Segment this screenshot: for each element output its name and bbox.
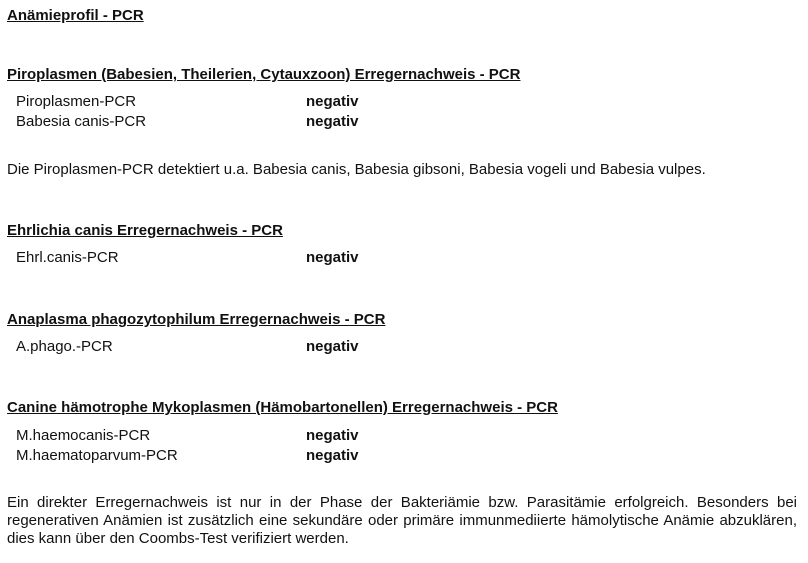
test-result: negativ <box>306 338 359 355</box>
footer-note: Ein direkter Erregernachweis ist nur in der Phase der Bakteriämie bzw. Parasitämie erfolgreich. Besonders bei regenerativen Anämien ist zusätzlich eine sekundäre oder primäre immunmediierte hämolytische Anämie abzuklären, dies kann über den Coombs-Test verifiziert werden. <box>7 494 797 547</box>
test-label: Babesia canis-PCR <box>16 113 147 130</box>
result-row <box>16 446 416 466</box>
section-heading-piroplasmen: Piroplasmen (Babesien, Theilerien, Cytauxzoon) Erregernachweis - PCR <box>7 66 521 83</box>
test-label: A.phago.-PCR <box>16 338 113 355</box>
section-heading-anaplasma: Anaplasma phagozytophilum Erregernachweis - PCR <box>7 311 386 328</box>
test-label: M.haematoparvum-PCR <box>16 447 178 464</box>
test-label: M.haemocanis-PCR <box>16 427 151 444</box>
result-row <box>16 248 416 268</box>
section-note-piroplasmen: Die Piroplasmen-PCR detektiert u.a. Babesia canis, Babesia gibsoni, Babesia vogeli und Babesia vulpes. <box>7 161 706 178</box>
test-label: Piroplasmen-PCR <box>16 93 137 110</box>
test-result: negativ <box>306 249 359 266</box>
section-heading-mykoplasmen: Canine hämotrophe Mykoplasmen (Hämobartonellen) Erregernachweis - PCR <box>7 399 558 416</box>
result-row <box>16 337 416 357</box>
test-label: Ehrl.canis-PCR <box>16 249 119 266</box>
document-title: Anämieprofil - PCR <box>7 7 144 24</box>
test-result: negativ <box>306 447 359 464</box>
result-row <box>16 112 416 132</box>
test-result: negativ <box>306 113 359 130</box>
section-heading-ehrlichia: Ehrlichia canis Erregernachweis - PCR <box>7 222 283 239</box>
test-result: negativ <box>306 93 359 110</box>
result-row <box>16 426 416 446</box>
test-result: negativ <box>306 427 359 444</box>
result-row <box>16 92 416 112</box>
